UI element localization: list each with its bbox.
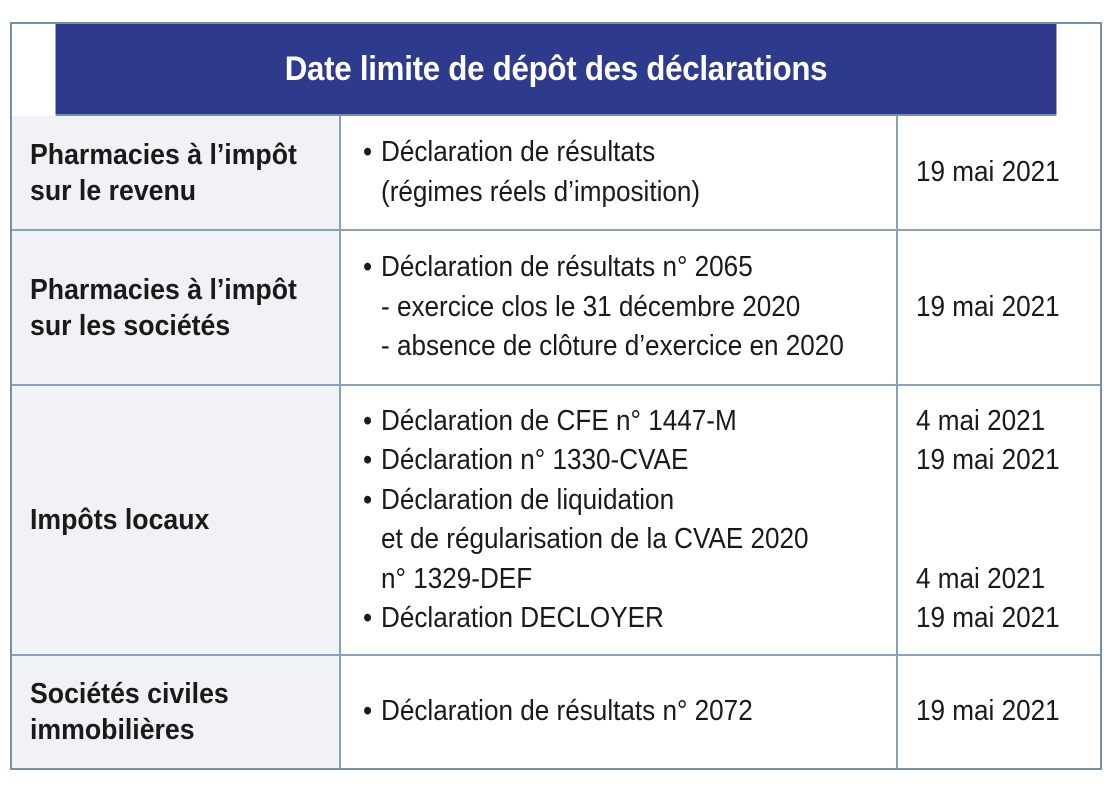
bullet — [363, 520, 381, 560]
dates-cell — [898, 656, 1100, 768]
declaration-text: Déclaration n° 1330-CVAE — [381, 444, 689, 476]
bullet: • — [363, 251, 373, 284]
bullet — [363, 560, 381, 600]
declaration-text: (régimes réels d’imposition) — [381, 175, 701, 208]
declaration-line — [363, 520, 843, 560]
declaration-line — [363, 402, 843, 442]
declaration-text: Déclaration de liquidation — [381, 483, 675, 516]
deadline-table — [10, 22, 1102, 770]
declaration-line — [363, 560, 843, 600]
category-label: Pharmacies à l’impôt sur le revenu — [30, 138, 297, 207]
bullet: • — [363, 444, 373, 476]
declaration-line — [363, 327, 843, 367]
bullet: • — [363, 136, 373, 168]
table-title: Date limite de dépôt des déclarations — [284, 49, 828, 88]
declaration-line — [363, 288, 843, 328]
declaration-line — [363, 133, 843, 173]
declarations-cell — [341, 656, 898, 768]
declaration-line — [363, 481, 843, 521]
declaration-line — [363, 173, 843, 213]
deadline-date: 4 mai 2021 — [916, 562, 1046, 595]
bullet: • — [363, 695, 373, 728]
deadline-date — [916, 481, 1082, 521]
table-row — [12, 231, 1100, 386]
bullet — [363, 288, 381, 328]
bullet: • — [363, 602, 373, 634]
deadline-date: 19 mai 2021 — [916, 695, 1060, 728]
declaration-text: - exercice clos le 31 décembre 2020 — [381, 290, 801, 323]
category-cell — [12, 231, 341, 384]
category-cell — [12, 656, 341, 768]
declaration-text: Déclaration de résultats n° 2065 — [381, 251, 753, 284]
dates-cell — [898, 386, 1100, 654]
deadline-date: 19 mai 2021 — [916, 155, 1060, 188]
declaration-line — [363, 441, 843, 481]
table-row — [12, 656, 1100, 768]
table-header — [56, 24, 1057, 116]
declaration-line — [363, 692, 843, 732]
declaration-text: Déclaration DECLOYER — [381, 602, 664, 634]
declaration-text: Déclaration de résultats n° 2072 — [381, 695, 753, 728]
dates-cell — [898, 116, 1100, 229]
deadline-date — [916, 520, 1082, 560]
declaration-text: n° 1329-DEF — [381, 562, 533, 595]
category-label: Pharmacies à l’impôt sur les sociétés — [30, 273, 297, 342]
dates-cell — [898, 231, 1100, 384]
category-cell — [12, 116, 341, 229]
declaration-line — [363, 599, 843, 639]
declaration-text: - absence de clôture d’exercice en 2020 — [381, 330, 844, 363]
declaration-text: Déclaration de CFE n° 1447-M — [381, 404, 737, 437]
bullet: • — [363, 483, 373, 516]
deadline-date: 19 mai 2021 — [916, 290, 1060, 323]
declarations-cell — [341, 386, 898, 654]
category-label: Impôts locaux — [30, 504, 210, 536]
declaration-text: et de régularisation de la CVAE 2020 — [381, 523, 809, 555]
declarations-cell — [341, 231, 898, 384]
bullet — [363, 327, 381, 367]
declaration-line — [363, 248, 843, 288]
category-label: Sociétés civiles immobilières — [30, 678, 229, 746]
bullet — [363, 173, 381, 213]
deadline-date: 19 mai 2021 — [916, 444, 1060, 476]
deadline-date: 4 mai 2021 — [916, 404, 1046, 437]
table-row — [12, 386, 1100, 656]
table-row — [12, 116, 1100, 231]
deadline-date: 19 mai 2021 — [916, 602, 1060, 634]
declaration-text: Déclaration de résultats — [381, 136, 656, 168]
category-cell — [12, 386, 341, 654]
declarations-cell — [341, 116, 898, 229]
bullet: • — [363, 404, 373, 437]
